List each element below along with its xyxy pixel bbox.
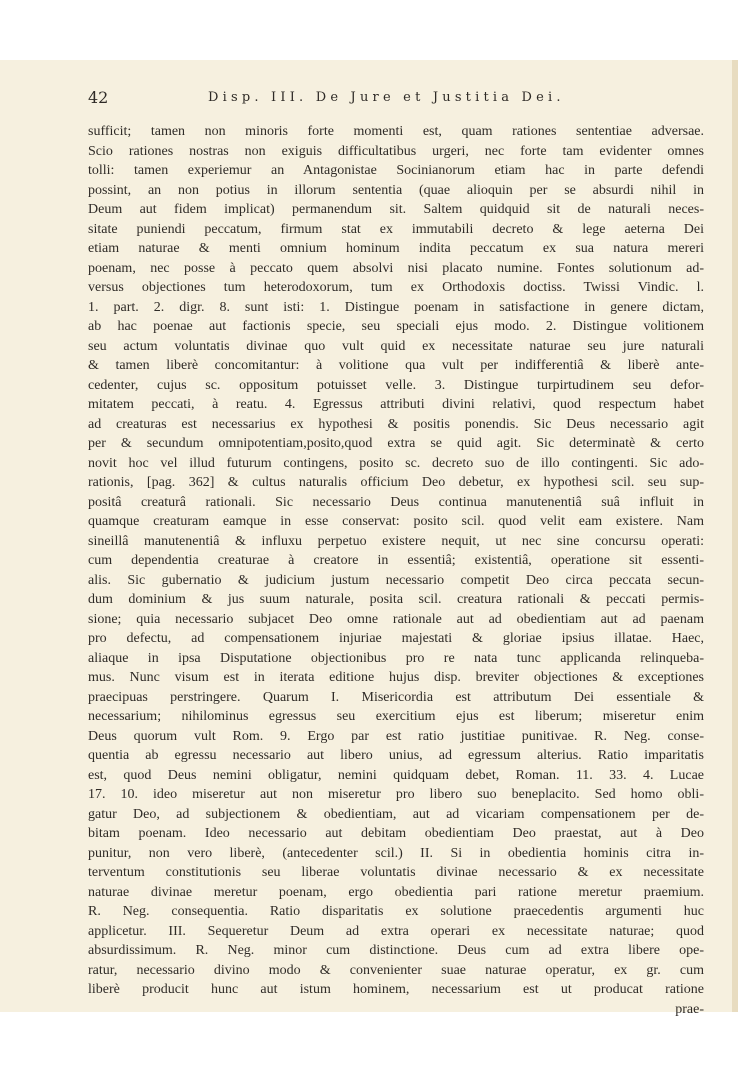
text-line: praecipuas perstringere. Quarum I. Misericordia est attributum Dei essentiale & (88, 689, 704, 705)
text-line: dum dominium & jus suum naturale, posita scil. creatura rationali & peccati permis- (88, 592, 704, 607)
text-line: R. Neg. consequentia. Ratio disparitatis ex solutione praecedentis argumenti huc (88, 904, 704, 919)
page-header (88, 88, 672, 112)
text-line: punitur, non vero liberè, (antecedenter scil.) II. Si in obedientia hominis citra in- (88, 845, 704, 861)
text-line: per & secundum omnipotentiam,posito,quod extra se quid agit. Sic determinatè & certo (88, 436, 704, 451)
text-line: possint, an non potius in illorum sententia (quae alioquin per se absurdi nihil in (88, 182, 704, 198)
text-line: & tamen liberè concomitantur: à volitione qua vult per indifferentiâ & liberè ante- (88, 358, 704, 373)
scan-bottom-margin (0, 1012, 738, 1068)
body-text (88, 122, 704, 1019)
text-line: est, quod Deus nemini obligatur, nemini quidquam debet, Roman. 11. 33. 4. Lucae (88, 767, 704, 783)
text-line: versus objectiones tum heterodoxorum, tum ex Orthodoxis doctiss. Twissi Vindic. l. (88, 280, 704, 295)
text-line: gatur Deo, ad subjectionem & obedientiam, aut ad vicariam compensationem per de- (88, 806, 704, 822)
text-line: sitate puniendi peccatum, firmum stat ex immutabili decreto & lege aeterna Dei (88, 221, 704, 237)
text-line: naturae divinae meretur poenam, ergo obedientia pari ratione meretur praemium. (88, 884, 704, 900)
text-line: seu actum voluntatis divinae quo vult quid ex necessitate naturae seu jure naturali (88, 338, 704, 354)
text-line: sione; quia necessario subjacet Deo omne rationale aut ad obedientiam aut ad paenam (88, 611, 704, 627)
text-line: prae- (675, 1001, 704, 1017)
text-line: Deus quorum vult Rom. 9. Ergo par est ratio justitiae punitivae. R. Neg. conse- (88, 728, 704, 744)
running-title: Disp. III. De Jure et Justitia Dei. (208, 90, 565, 105)
text-line: necessarium; nihilominus egressus seu exercitium ejus est liberum; miseretur enim (88, 709, 704, 724)
text-line: sineillâ manutenentiâ & influxu perpetuo existere nequit, ut nec sine concursu operati: (88, 533, 704, 549)
text-line: 1. part. 2. digr. 8. sunt isti: 1. Distingue poenam in satisfactione in genere dictam, (88, 299, 704, 315)
text-line: sufficit; tamen non minoris forte momenti est, quam rationes sententiae adversae. (88, 124, 704, 139)
text-line: ratur, necessario divino modo & convenienter suae naturae operatur, ex gr. cum (88, 962, 704, 978)
text-line: mitatem peccati, à reatu. 4. Egressus attributi divini relativi, quod respectum habet (88, 397, 704, 412)
text-line: pro defectu, ad compensationem injuriae majestati & gloriae ipsius illatae. Haec, (88, 631, 704, 646)
text-line: ab hac poenae aut factionis specie, seu speciali ejus modo. 2. Distingue volitionem (88, 319, 704, 334)
text-line: mus. Nunc visum est in iterata editione hujus disp. breviter objectiones & exceptiones (88, 670, 704, 685)
text-line: tolli: tamen experiemur an Antagonistae Socinianorum etiam hac in parte defendi (88, 163, 704, 178)
text-line: bitam poenam. Ideo necessario aut debitam obedientiam Deo praestat, aut à Deo (88, 826, 704, 841)
page-number: 42 (88, 88, 109, 107)
text-line: novit hoc vel illud futurum contingens, posito sc. decreto suo de illo contingenti. Sic ado- (88, 455, 704, 471)
text-line: cedenter, cujus sc. oppositum potuisset velle. 3. Distingue turpirtudinem seu defor- (88, 377, 704, 393)
text-line: Deum aut fidem implicat) permanendum sit. Saltem quidquid sit de naturali neces- (88, 202, 704, 217)
text-line: absurdissimum. R. Neg. minor cum distinctione. Deus cum ad extra libere ope- (88, 943, 704, 958)
text-line: positâ creaturâ rationali. Sic necessario Deus continua manutenentiâ suâ influit in (88, 494, 704, 510)
text-line: alis. Sic gubernatio & judicium justum necessario competit Deo circa peccata secun- (88, 572, 704, 588)
text-line: etiam naturae & menti omnium hominum indita peccatum ex sua natura mereri (88, 241, 704, 256)
text-line: liberè producit hunc aut istum hominem, necessarium est ut producat ratione (88, 982, 704, 997)
page-edge (732, 60, 738, 1012)
text-line: terventum constitutionis seu liberae voluntatis divinae necessario & ex necessitate (88, 865, 704, 880)
text-line: ad creaturas est necessarius ex hypothesi & positis ponendis. Sic Deus necessario agit (88, 416, 704, 432)
scan-top-margin (0, 0, 738, 60)
text-line: 17. 10. ideo miseretur aut non miseretur pro libero suo beneplacito. Sed homo obli- (88, 787, 704, 802)
text-line: quentia ab egressu necessario aut libero unius, ad egressum alterius. Ratio imparitatis (88, 748, 704, 763)
text-line: aliaque in ipsa Disputatione objectionibus pro re nata tunc applicanda relinqueba- (88, 650, 704, 666)
text-line: cum dependentia creaturae à creatore in essentiâ; existentiâ, operatione sit essenti- (88, 553, 704, 568)
text-line: Scio rationes nostras non exiguis difficultatibus urgeri, nec forte tam evidenter omnes (88, 143, 704, 159)
text-line: poenam, nec posse à peccato quem absolvi nisi placato numine. Fontes solutionum ad- (88, 260, 704, 276)
text-line: applicetur. III. Sequeretur Deum ad extra operari ex necessitate naturae; quod (88, 923, 704, 939)
text-line: rationis, [pag. 362] & cultus naturalis officium Deo debetur, ex hypothesi scil. seu sup- (88, 475, 704, 490)
text-line: quamque creaturam eamque in esse conservat: posito scil. quod velit eam existere. Nam (88, 514, 704, 529)
